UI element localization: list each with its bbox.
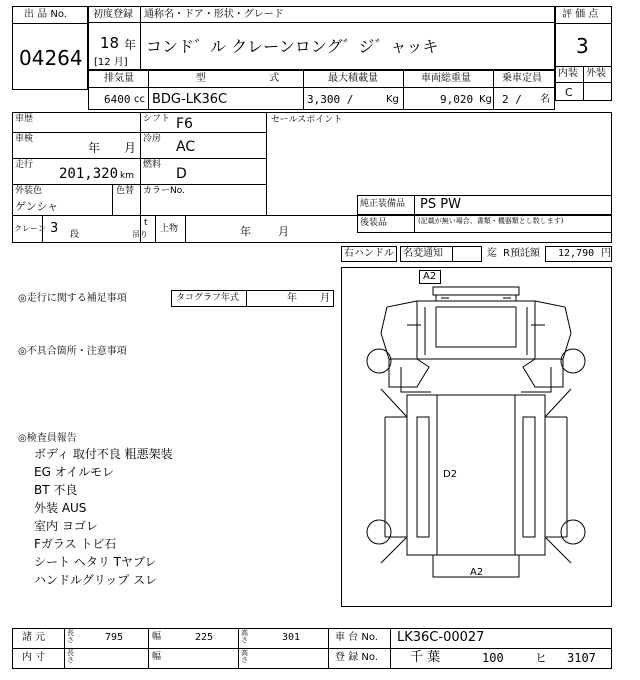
name-change-until: 迄 — [487, 248, 497, 259]
chassis-no: LK36C-00027 — [397, 630, 485, 645]
reg-class: 100 — [482, 651, 504, 665]
recycle-unit: 円 — [601, 248, 611, 259]
in-length-label: 長さ — [67, 649, 74, 664]
inspector-item: シート ヘタリ Tヤブレ — [34, 555, 157, 569]
width-label: 幅 — [152, 632, 162, 642]
reg-number: 3107 — [567, 651, 596, 665]
model-label: 型 式 — [196, 73, 310, 84]
interior-dims-label: 内 寸 — [22, 652, 46, 663]
reg-year-unit: 年 — [124, 38, 137, 52]
reg-kana: ヒ — [535, 651, 548, 665]
upper-label: 上物 — [160, 224, 179, 234]
inspector-item: ボディ 取付不良 粗悪架装 — [34, 447, 173, 461]
equipment-label: 純正装備品 — [360, 199, 406, 209]
vehicle-name: コンド゛ル クレーンロング゛ジ゛ャッキ — [146, 37, 439, 56]
displacement: 6400 — [104, 93, 131, 106]
crane-suspend-unit: 吊り — [132, 230, 148, 239]
defects-label: ◎不具合箇所・注意事項 — [18, 346, 127, 357]
color-label: 外装色 — [15, 186, 43, 196]
interior-label: 内装 — [558, 68, 578, 79]
truck-diagram — [341, 267, 612, 607]
upper-month: 月 — [278, 225, 289, 238]
crane-label: クレーン — [14, 224, 46, 233]
in-height-label: 高さ — [241, 649, 248, 664]
crane-stage-unit: 段 — [70, 230, 80, 240]
height-label: 高さ — [241, 629, 248, 644]
inspector-item: ハンドルグリップ スレ — [34, 573, 158, 587]
lot-no-label: 出 品 No. — [24, 9, 67, 20]
bed-damage-mark: D2 — [443, 469, 458, 480]
displacement-label: 排気量 — [104, 73, 134, 84]
front-damage-mark: A2 — [423, 271, 437, 282]
lot-no: 04264 — [19, 46, 83, 70]
name-change-label: 名変通知 — [403, 248, 443, 259]
recycle-label: R預託額 — [503, 248, 540, 259]
color-value: ゲンシャ — [15, 200, 59, 213]
inspector-label: ◎検査員報告 — [18, 433, 77, 444]
aftermarket-note: (記載が無い場合、書類・機器類とし数します) — [418, 217, 564, 225]
rating-label: 評 価 点 — [562, 9, 599, 20]
color-code-label: カラーNo. — [143, 186, 185, 196]
gross-weight-unit: Kg — [479, 94, 492, 105]
aftermarket-label: 後装品 — [360, 218, 388, 228]
chassis-label: 車 台 No. — [335, 632, 378, 643]
ac-label: 冷房 — [143, 134, 162, 144]
displacement-unit: cc — [134, 94, 145, 105]
length-label: 長さ — [67, 629, 74, 644]
max-load-label: 最大積載量 — [328, 73, 378, 84]
in-width-label: 幅 — [152, 652, 162, 662]
color-change-label: 色替 — [116, 186, 135, 196]
shift-label: シフト — [143, 114, 171, 124]
mileage-value: 201,320 — [59, 166, 119, 182]
fuel-label: 燃料 — [143, 160, 162, 170]
inspector-item: EG オイルモレ — [34, 465, 115, 479]
history-label: 車歴 — [15, 114, 34, 124]
inspector-item: BT 不良 — [34, 483, 78, 497]
sales-points-label: セールスポイント — [271, 115, 343, 125]
reg-no-label: 登 録 No. — [335, 652, 378, 663]
max-load: 3,300 / — [307, 93, 354, 106]
tachograph-year: 年 — [287, 293, 297, 304]
tachograph-month: 月 — [320, 293, 330, 304]
rear-damage-mark: A2 — [470, 567, 484, 578]
width-value: 225 — [195, 632, 214, 643]
tachograph-label: タコグラフ年式 — [176, 293, 240, 303]
crane-ton-unit: t — [144, 218, 148, 228]
inspector-item: 室内 ヨゴレ — [34, 519, 98, 533]
gross-weight: 9,020 — [440, 93, 474, 106]
height-value: 301 — [282, 632, 301, 643]
recycle-amount: 12,790 — [558, 248, 595, 259]
reg-month: [12 月] — [94, 57, 128, 68]
fuel-value: D — [176, 166, 187, 182]
capacity-unit: 名 — [540, 94, 550, 105]
interior-grade: C — [565, 86, 573, 99]
length-value: 795 — [105, 632, 124, 643]
inspection-year: 年 — [88, 141, 101, 155]
reg-year: 18 — [100, 34, 120, 52]
equipment-value: PS PW — [420, 197, 461, 212]
mileage-unit: km — [120, 171, 134, 181]
crane-stages: 3 — [50, 221, 59, 236]
inspector-item: Fガラス トビ石 — [34, 537, 117, 551]
model-code: BDG-LK36C — [152, 92, 228, 107]
inspection-month: 月 — [124, 141, 137, 155]
mileage-label: 走行 — [15, 160, 34, 170]
ac-value: AC — [176, 139, 196, 155]
inspector-item: 外装 AUS — [34, 501, 87, 515]
capacity-label: 乗車定員 — [502, 73, 542, 84]
name-label: 通称名・ドア・形状・グレード — [144, 9, 284, 20]
reg-region: 千 葉 — [410, 650, 441, 665]
max-load-unit: Kg — [386, 94, 399, 105]
capacity: 2 / — [502, 93, 522, 106]
steering-value: 右ハンドル — [344, 248, 394, 259]
shift-value: F6 — [176, 116, 193, 132]
dimensions-label: 諸 元 — [22, 632, 46, 643]
driving-note-label: ◎走行に関する補足事項 — [18, 293, 127, 304]
inspection-label: 車検 — [15, 134, 34, 144]
exterior-label: 外装 — [586, 68, 606, 79]
first-reg-label: 初度登録 — [93, 9, 133, 20]
gross-weight-label: 車両総重量 — [421, 73, 471, 84]
upper-year: 年 — [240, 225, 251, 238]
rating-value: 3 — [576, 34, 589, 58]
